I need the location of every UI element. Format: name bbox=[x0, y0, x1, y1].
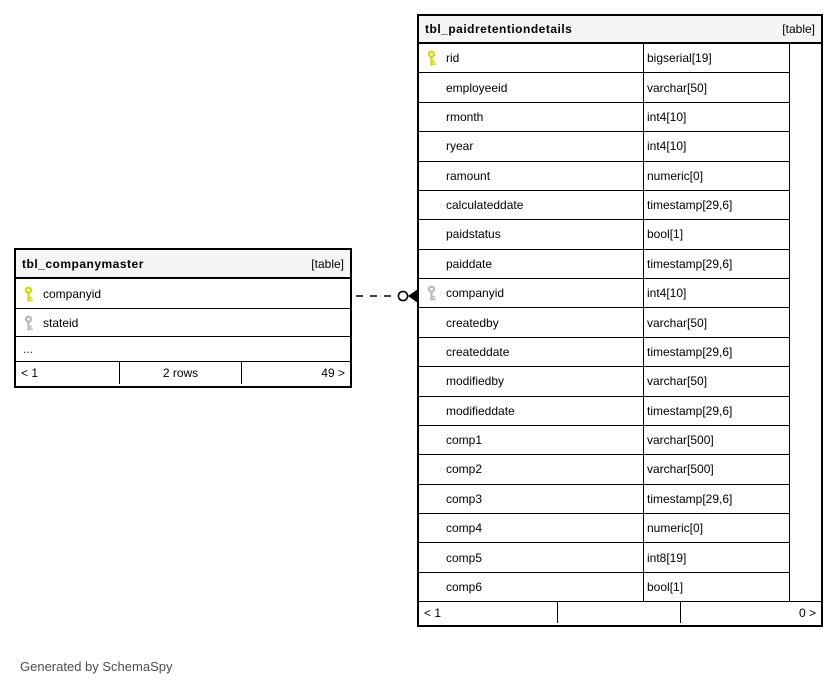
column-name: companyid bbox=[43, 286, 102, 301]
column-type: bool[1] bbox=[643, 573, 789, 601]
generated-by-credit: Generated by SchemaSpy bbox=[20, 659, 173, 674]
column-name: paidstatus bbox=[446, 227, 501, 242]
table-columns-body bbox=[419, 44, 821, 602]
table-footer bbox=[16, 362, 350, 384]
column-row-paiddate bbox=[419, 250, 789, 279]
primary-key-icon bbox=[23, 286, 34, 302]
table-type-badge: [table] bbox=[782, 22, 815, 36]
column-name: employeeid bbox=[446, 80, 508, 95]
column-name: modifiedby bbox=[446, 374, 505, 389]
column-row-comp6 bbox=[419, 573, 789, 602]
parents-count: < 1 bbox=[16, 362, 120, 384]
column-row-rmonth bbox=[419, 103, 789, 132]
children-count: 49 > bbox=[321, 366, 345, 380]
table-header-paidretentiondetails[interactable] bbox=[419, 16, 821, 44]
rows-count bbox=[558, 602, 681, 623]
column-name: calculateddate bbox=[446, 198, 524, 213]
primary-key-icon bbox=[426, 50, 437, 66]
column-type: int4[10] bbox=[643, 103, 789, 131]
column-type: varchar[50] bbox=[643, 73, 789, 101]
foreign-key-icon bbox=[23, 315, 34, 331]
column-row-comp1 bbox=[419, 426, 789, 455]
column-type: int8[19] bbox=[643, 543, 789, 571]
column-row-modifieddate bbox=[419, 397, 789, 426]
column-name: companyid bbox=[446, 286, 505, 301]
column-row-comp2 bbox=[419, 455, 789, 484]
column-row-comp5 bbox=[419, 543, 789, 572]
column-type: numeric[0] bbox=[643, 162, 789, 190]
column-type: timestamp[29,6] bbox=[643, 191, 789, 219]
column-row-rid bbox=[419, 44, 789, 73]
table-node-companymaster[interactable] bbox=[14, 248, 352, 388]
column-type: timestamp[29,6] bbox=[643, 397, 789, 425]
column-type: timestamp[29,6] bbox=[643, 250, 789, 278]
parents-count: < 1 bbox=[419, 602, 558, 623]
column-row-modifiedby bbox=[419, 367, 789, 396]
column-name: comp4 bbox=[446, 521, 483, 536]
table-type-badge: [table] bbox=[311, 256, 344, 271]
column-name: paiddate bbox=[446, 256, 493, 271]
column-row-paidstatus bbox=[419, 220, 789, 249]
column-row-createddate bbox=[419, 338, 789, 367]
column-row-employeeid bbox=[419, 73, 789, 102]
column-type: varchar[50] bbox=[643, 308, 789, 336]
table-footer bbox=[419, 602, 821, 623]
column-name: comp6 bbox=[446, 579, 483, 594]
column-name: comp5 bbox=[446, 550, 483, 565]
column-name: createdby bbox=[446, 315, 499, 330]
column-name: rmonth bbox=[446, 109, 484, 124]
column-type: numeric[0] bbox=[643, 514, 789, 542]
column-type: timestamp[29,6] bbox=[643, 485, 789, 513]
column-type: bigserial[19] bbox=[643, 44, 789, 72]
column-name: comp3 bbox=[446, 491, 483, 506]
table-header-companymaster[interactable] bbox=[16, 250, 350, 279]
rows-count: 2 rows bbox=[120, 362, 242, 384]
column-name: comp1 bbox=[446, 433, 483, 448]
column-row-calculateddate bbox=[419, 191, 789, 220]
column-type: varchar[500] bbox=[643, 426, 789, 454]
column-row-companyid bbox=[419, 279, 789, 308]
column-row-comp3 bbox=[419, 485, 789, 514]
column-type: timestamp[29,6] bbox=[643, 338, 789, 366]
column-type: varchar[500] bbox=[643, 455, 789, 483]
column-type: bool[1] bbox=[643, 220, 789, 248]
foreign-key-icon bbox=[426, 285, 437, 301]
column-name: ryear bbox=[446, 139, 474, 154]
hidden-columns-ellipsis: ... bbox=[16, 337, 350, 362]
table-node-paidretentiondetails[interactable] bbox=[417, 14, 823, 627]
column-type: varchar[50] bbox=[643, 367, 789, 395]
table-title[interactable]: tbl_paidretentiondetails bbox=[425, 22, 573, 36]
column-row-ryear bbox=[419, 132, 789, 161]
column-name: ramount bbox=[446, 168, 491, 183]
relationship-connector bbox=[352, 286, 418, 306]
column-row-stateid bbox=[16, 309, 350, 337]
table-right-gutter bbox=[789, 44, 821, 602]
column-type: int4[10] bbox=[643, 279, 789, 307]
column-name: stateid bbox=[43, 315, 79, 330]
column-row-createdby bbox=[419, 308, 789, 337]
table-title[interactable]: tbl_companymaster bbox=[22, 256, 144, 271]
column-row-comp4 bbox=[419, 514, 789, 543]
children-count: 0 > bbox=[798, 605, 816, 620]
column-name: comp2 bbox=[446, 462, 483, 477]
column-row-ramount bbox=[419, 162, 789, 191]
column-name: rid bbox=[446, 51, 460, 66]
column-row-companyid bbox=[16, 279, 350, 309]
column-name: createddate bbox=[446, 344, 510, 359]
column-name: modifieddate bbox=[446, 403, 515, 418]
zero-cardinality-circle bbox=[398, 291, 407, 300]
column-type: int4[10] bbox=[643, 132, 789, 160]
